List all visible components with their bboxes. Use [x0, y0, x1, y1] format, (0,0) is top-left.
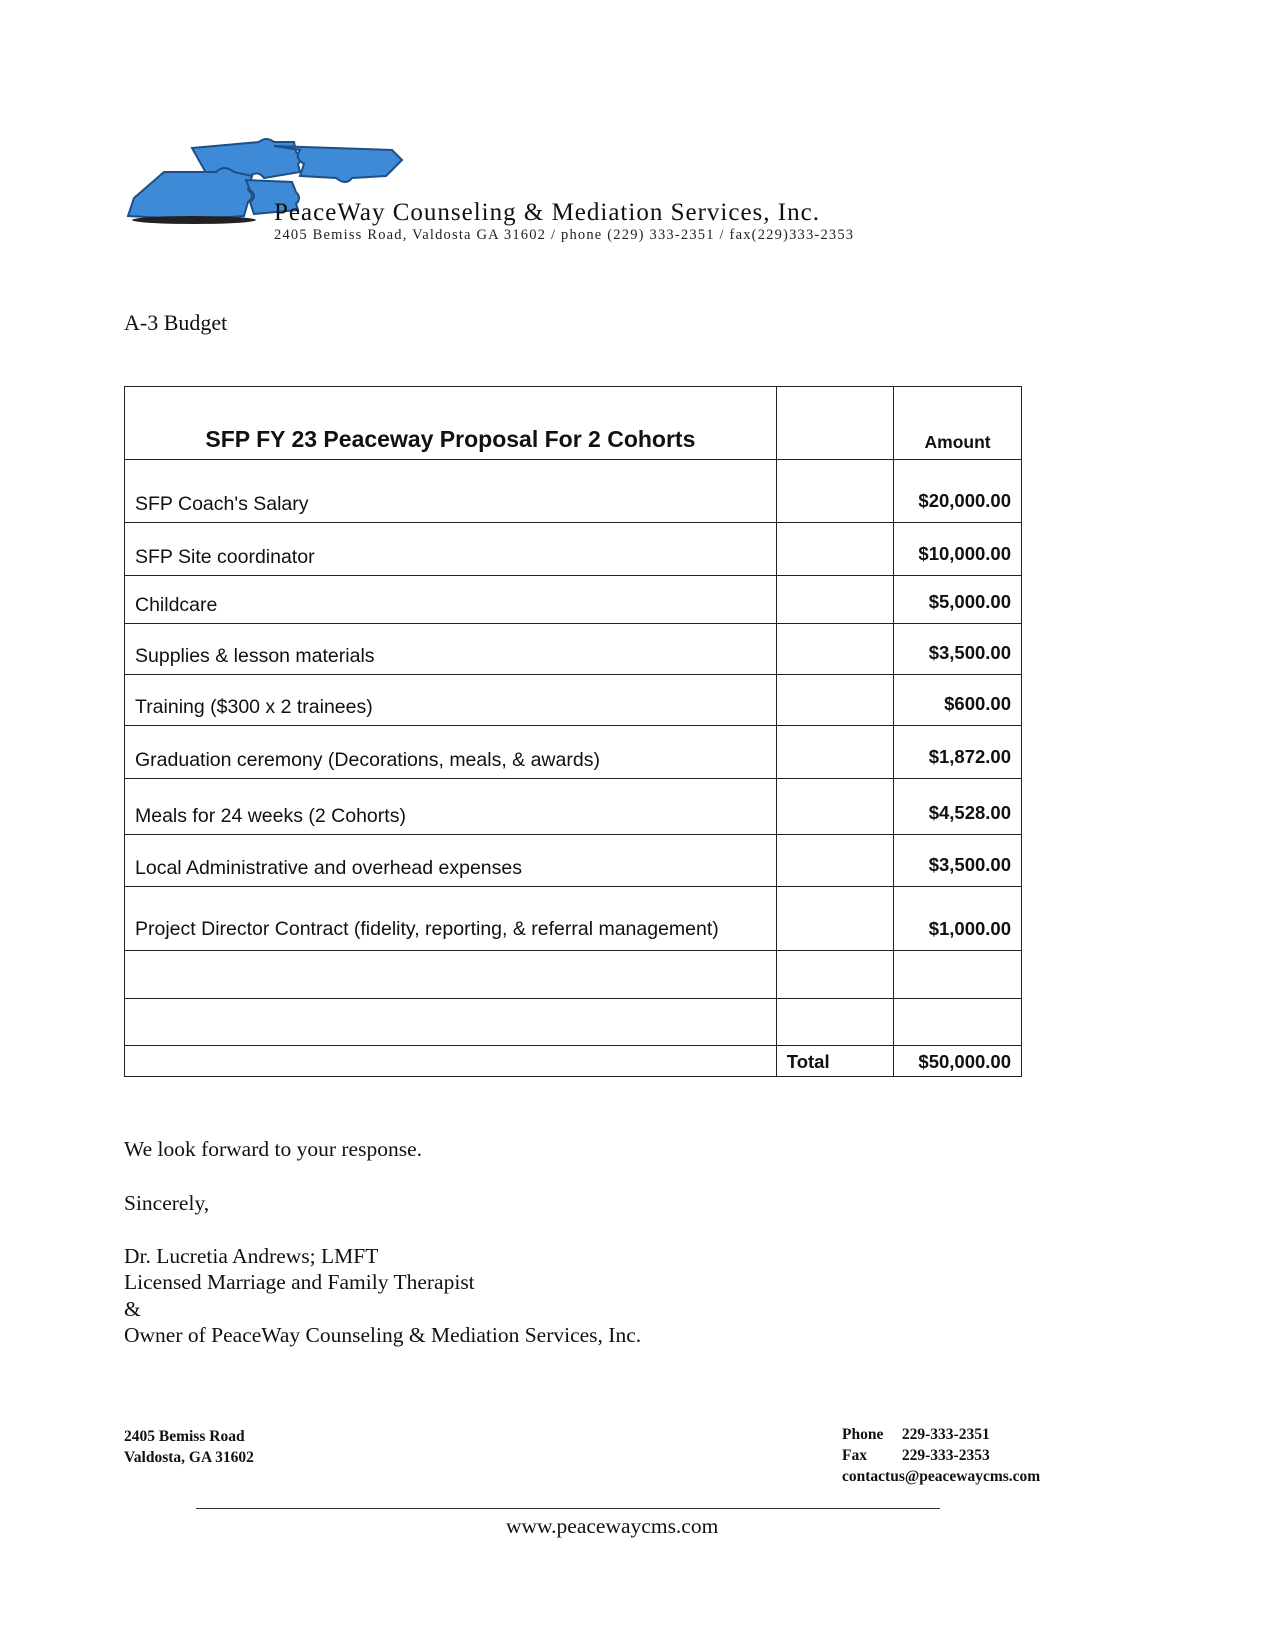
- budget-item-amount: $4,528.00: [894, 779, 1022, 835]
- footer-fax-line: [842, 1445, 1040, 1466]
- empty-table-row: [125, 999, 1022, 1046]
- budget-item-label: SFP Coach's Salary: [125, 460, 777, 523]
- empty-cell: [776, 576, 893, 624]
- empty-cell: [776, 999, 893, 1046]
- empty-cell: [776, 887, 893, 951]
- salutation: Sincerely,: [124, 1191, 210, 1215]
- document-title: A-3 Budget: [124, 310, 228, 335]
- budget-item-amount: $1,000.00: [894, 887, 1022, 951]
- ampersand-line: &: [124, 1297, 141, 1321]
- empty-cell: [776, 675, 893, 726]
- table-row: [125, 779, 1022, 835]
- phone-number: 229-333-2351: [901, 1426, 990, 1443]
- empty-cell: [776, 624, 893, 675]
- budget-item-label: SFP Site coordinator: [125, 523, 777, 576]
- budget-table: [124, 386, 1022, 1077]
- empty-cell: [776, 835, 893, 887]
- budget-item-label: Meals for 24 weeks (2 Cohorts): [125, 779, 777, 835]
- empty-cell: [776, 779, 893, 835]
- phone-label: Phone: [842, 1426, 884, 1443]
- budget-item-amount: $3,500.00: [894, 835, 1022, 887]
- empty-cell: [776, 951, 893, 999]
- table-row: [125, 576, 1022, 624]
- budget-item-label: Graduation ceremony (Decorations, meals, & awards): [125, 726, 777, 779]
- footer-email: contactus@peacewaycms.com: [842, 1468, 1041, 1485]
- empty-table-row: [125, 951, 1022, 999]
- budget-item-amount: $20,000.00: [894, 460, 1022, 523]
- footer-address: [124, 1426, 254, 1468]
- signer-title: Licensed Marriage and Family Therapist: [124, 1270, 475, 1294]
- empty-cell: [776, 523, 893, 576]
- empty-cell: [125, 1046, 777, 1077]
- footer-phone-line: [842, 1424, 1040, 1445]
- table-row: [125, 460, 1022, 523]
- fax-number: 229-333-2353: [901, 1447, 990, 1464]
- budget-item-amount: $3,500.00: [894, 624, 1022, 675]
- budget-item-label: Local Administrative and overhead expenses: [125, 835, 777, 887]
- budget-table-title: SFP FY 23 Peaceway Proposal For 2 Cohorts: [125, 387, 777, 460]
- empty-cell: [894, 951, 1022, 999]
- budget-item-amount: $10,000.00: [894, 523, 1022, 576]
- budget-item-label: Supplies & lesson materials: [125, 624, 777, 675]
- empty-cell: [125, 999, 777, 1046]
- empty-cell: [125, 951, 777, 999]
- signer-role: Owner of PeaceWay Counseling & Mediation Services, Inc.: [124, 1323, 642, 1347]
- footer-city: Valdosta, GA 31602: [124, 1449, 254, 1466]
- footer-contact: [842, 1424, 1040, 1487]
- footer-website: www.peacewaycms.com: [506, 1514, 719, 1538]
- table-row: [125, 726, 1022, 779]
- table-row: [125, 887, 1022, 951]
- empty-cell: [894, 999, 1022, 1046]
- budget-header-empty-cell: [776, 387, 893, 460]
- organization-address-line: 2405 Bemiss Road, Valdosta GA 31602 / phone (229) 333-2351 / fax(229)333-2353: [274, 227, 855, 243]
- table-row: [125, 624, 1022, 675]
- budget-item-label: Training ($300 x 2 trainees): [125, 675, 777, 726]
- fax-label: Fax: [842, 1447, 867, 1464]
- table-row: [125, 675, 1022, 726]
- total-label: Total: [776, 1046, 893, 1077]
- footer-street: 2405 Bemiss Road: [124, 1428, 245, 1445]
- empty-cell: [776, 460, 893, 523]
- budget-item-label: Project Director Contract (fidelity, reporting, & referral management): [125, 887, 777, 951]
- budget-item-amount: $5,000.00: [894, 576, 1022, 624]
- table-row: [125, 835, 1022, 887]
- total-row: [125, 1046, 1022, 1077]
- empty-cell: [776, 726, 893, 779]
- amount-column-header: Amount: [894, 387, 1022, 460]
- budget-item-amount: $1,872.00: [894, 726, 1022, 779]
- footer-divider: [196, 1508, 940, 1509]
- budget-item-amount: $600.00: [894, 675, 1022, 726]
- budget-item-label: Childcare: [125, 576, 777, 624]
- response-line: We look forward to your response.: [124, 1137, 422, 1161]
- signer-name: Dr. Lucretia Andrews; LMFT: [124, 1244, 379, 1268]
- budget-header-row: [125, 387, 1022, 460]
- total-amount: $50,000.00: [894, 1046, 1022, 1077]
- table-row: [125, 523, 1022, 576]
- organization-name: PeaceWay Counseling & Mediation Services, Inc.: [274, 199, 820, 226]
